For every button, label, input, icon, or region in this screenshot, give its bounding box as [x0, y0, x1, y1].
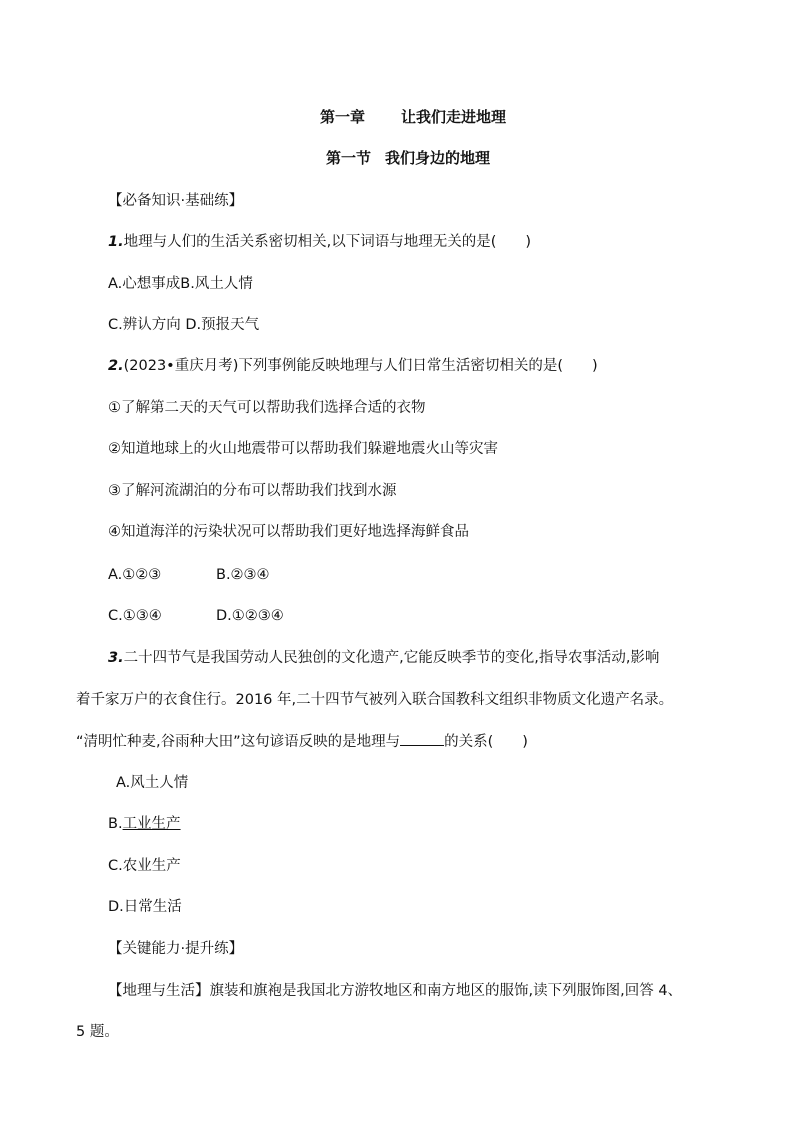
chapter-heading	[320, 107, 506, 127]
q3-option-d: D.日常生活	[108, 899, 182, 915]
q2-text: (2023•重庆月考)下列事例能反映地理与人们日常生活密切相关的是( )	[123, 358, 598, 374]
q3-option-b-letter: B.	[108, 816, 123, 832]
chapter-title: 让我们走进地理	[401, 108, 507, 126]
part2-label: 【关键能力·提升练】	[108, 941, 244, 957]
q3-answer-blank	[400, 731, 444, 746]
q3-option-a: A.风土人情	[116, 775, 189, 791]
q45-intro-line2: 5 题。	[76, 1024, 119, 1040]
q45-tag: 【地理与生活】	[108, 983, 210, 999]
q2-item-1: ①了解第二天的天气可以帮助我们选择合适的衣物	[108, 400, 426, 416]
q1-stem	[108, 232, 531, 252]
section-number: 第一节	[326, 149, 372, 167]
q3-option-b-line	[108, 814, 181, 834]
q1-options-row1	[108, 274, 253, 294]
q2-option-c: C.①③④	[108, 608, 162, 624]
q2-item-4: ④知道海洋的污染状况可以帮助我们更好地选择海鲜食品	[108, 524, 469, 540]
q3-text-1: 二十四节气是我国劳动人民独创的文化遗产,它能反映季节的变化,指导农事活动,影响	[123, 650, 660, 666]
q3-stem-line1	[108, 648, 659, 668]
q3-number: 3.	[108, 650, 124, 666]
q1-option-c: C.辨认方向	[108, 317, 181, 333]
q3-option-b-text: 工业生产	[122, 816, 181, 832]
q1-text: 地理与人们的生活关系密切相关,以下词语与地理无关的是( )	[123, 234, 532, 250]
q3-stem-line2: 着千家万户的衣食住行。2016 年,二十四节气被列入联合国教科文组织非物质文化遗产名录。	[76, 692, 674, 708]
q2-option-b: B.②③④	[216, 567, 270, 583]
q2-stem	[108, 356, 598, 376]
q1-options-row2	[108, 315, 259, 335]
q2-number: 2.	[108, 358, 124, 374]
chapter-number: 第一章	[320, 108, 366, 126]
q2-option-a: A.①②③	[108, 567, 162, 583]
q1-option-d: D.预报天气	[185, 317, 260, 333]
q45-intro-line1	[108, 981, 682, 1001]
section-title: 我们身边的地理	[385, 149, 491, 167]
q2-item-3: ③了解河流湖泊的分布可以帮助我们找到水源	[108, 483, 397, 499]
q2-option-d: D.①②③④	[216, 608, 284, 624]
q2-item-2: ②知道地球上的火山地震带可以帮助我们躲避地震火山等灾害	[108, 441, 498, 457]
part1-label: 【必备知识·基础练】	[108, 193, 244, 209]
q3-stem-line3	[76, 731, 528, 752]
q45-text-1: 旗装和旗袍是我国北方游牧地区和南方地区的服饰,读下列服饰图,回答 4、	[209, 983, 683, 999]
q3-option-c: C.农业生产	[108, 858, 181, 874]
q1-option-b: B.风土人情	[180, 276, 253, 292]
q1-number: 1.	[108, 234, 124, 250]
section-heading	[326, 148, 490, 168]
q1-option-a: A.心想事成	[108, 276, 181, 292]
q3-text-3b: 的关系( )	[444, 734, 528, 750]
q3-text-3a: “清明忙种麦,谷雨种大田”这句谚语反映的是地理与	[76, 734, 401, 750]
